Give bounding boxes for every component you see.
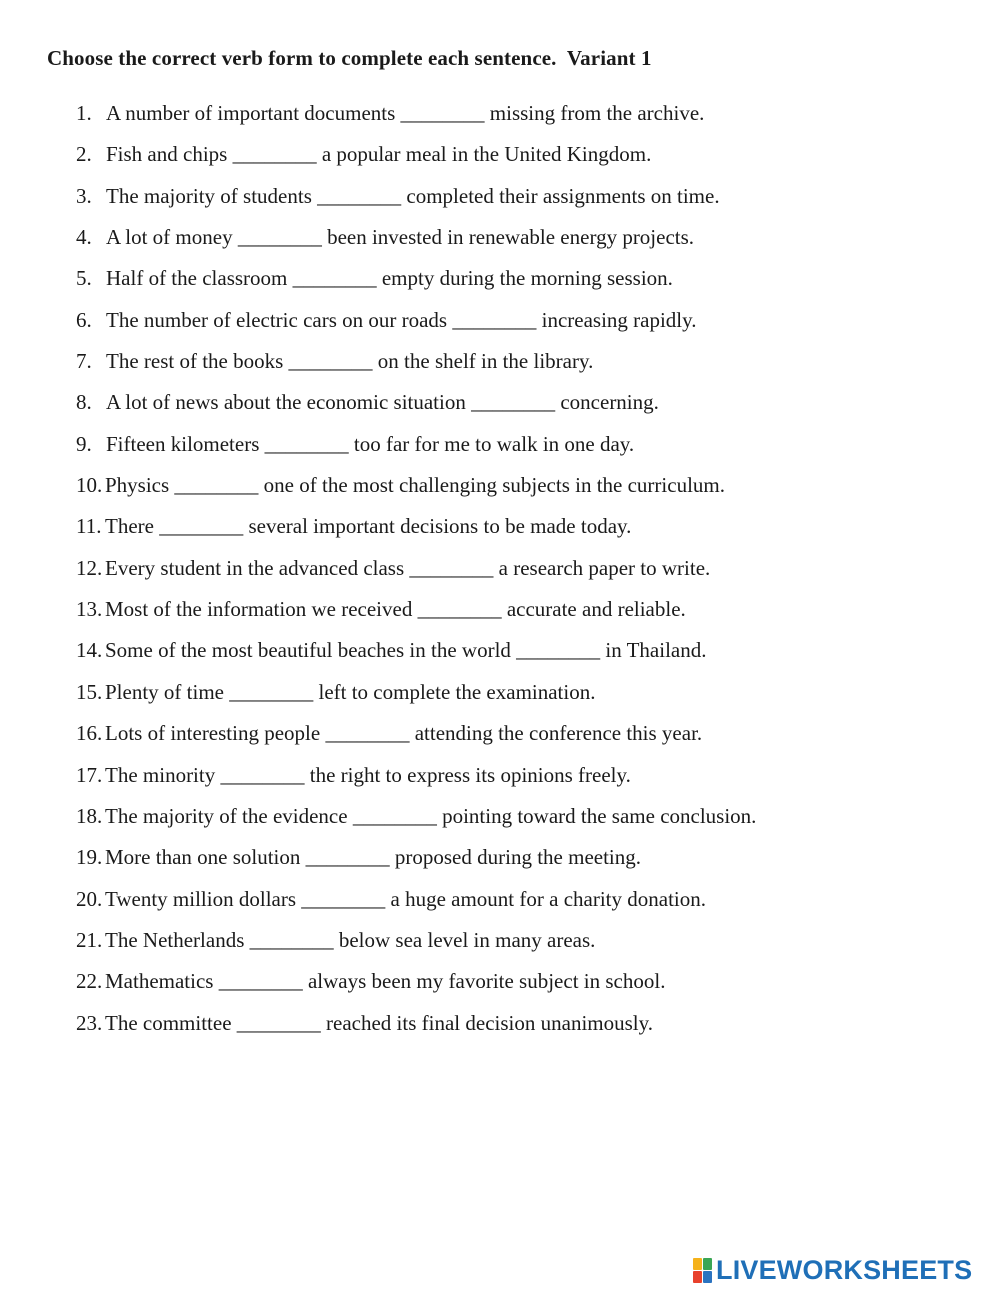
logo-square-icon (693, 1258, 702, 1270)
question-text: The rest of the books ________ on the shelf in the library. (106, 349, 594, 374)
logo-square-icon (703, 1258, 712, 1270)
question-number: 19. (76, 845, 103, 870)
question-item (0, 511, 1000, 552)
question-number: 13. (76, 597, 103, 622)
question-item (0, 594, 1000, 635)
question-item (0, 139, 1000, 180)
question-number: 5. (76, 266, 92, 291)
question-item (0, 98, 1000, 139)
question-number: 21. (76, 927, 103, 952)
question-item (0, 760, 1000, 801)
question-item (0, 884, 1000, 925)
question-number: 22. (76, 969, 103, 994)
liveworksheets-logo (693, 1256, 972, 1284)
question-text: Physics ________ one of the most challenging subjects in the curriculum. (105, 473, 725, 498)
question-number: 9. (76, 431, 92, 456)
question-text: Fifteen kilometers ________ too far for me to walk in one day. (106, 431, 635, 456)
question-item (0, 842, 1000, 883)
question-text: Lots of interesting people ________ attending the conference this year. (105, 721, 703, 746)
question-number: 12. (76, 555, 103, 580)
question-text: The committee ________ reached its final decision unanimously. (105, 1010, 653, 1035)
question-text: Plenty of time ________ left to complete the examination. (105, 679, 596, 704)
question-item (0, 966, 1000, 1007)
question-text: There ________ several important decisions to be made today. (105, 514, 632, 539)
question-text: The minority ________ the right to express its opinions freely. (105, 762, 631, 787)
question-item (0, 925, 1000, 966)
question-number: 23. (76, 1010, 103, 1035)
question-item (0, 677, 1000, 718)
question-number: 4. (76, 225, 92, 250)
question-text: More than one solution ________ proposed during the meeting. (105, 845, 642, 870)
question-text: Twenty million dollars ________ a huge amount for a charity donation. (105, 886, 706, 911)
question-item (0, 429, 1000, 470)
question-number: 1. (76, 101, 92, 125)
question-item (0, 346, 1000, 387)
question-number: 2. (76, 142, 92, 167)
question-text: A lot of money ________ been invested in renewable energy projects. (106, 225, 695, 250)
question-number: 16. (76, 721, 103, 746)
question-text: The majority of students ________ completed their assignments on time. (106, 183, 720, 208)
question-number: 7. (76, 349, 92, 374)
question-item (0, 470, 1000, 511)
question-number: 8. (76, 390, 92, 415)
question-text: Half of the classroom ________ empty during the morning session. (106, 266, 673, 291)
logo-square-icon (703, 1271, 712, 1283)
question-item (0, 635, 1000, 676)
question-text: Every student in the advanced class ________ a research paper to write. (105, 555, 711, 580)
liveworksheets-logo-icon (693, 1258, 712, 1283)
logo-square-icon (693, 1271, 702, 1283)
question-text: A lot of news about the economic situation ________ concerning. (106, 390, 659, 415)
question-item (0, 387, 1000, 428)
question-item (0, 263, 1000, 304)
question-text: Mathematics ________ always been my favorite subject in school. (105, 969, 666, 994)
question-item (0, 305, 1000, 346)
question-item (0, 801, 1000, 842)
question-text: Most of the information we received ________ accurate and reliable. (105, 597, 686, 622)
question-number: 18. (76, 803, 103, 828)
question-number: 11. (76, 514, 102, 539)
question-text: The Netherlands ________ below sea level in many areas. (105, 927, 596, 952)
question-text: Some of the most beautiful beaches in the world ________ in Thailand. (105, 638, 707, 663)
question-text: The number of electric cars on our roads ________ increasing rapidly. (106, 307, 697, 332)
question-number: 3. (76, 183, 92, 208)
question-item (0, 718, 1000, 759)
question-number: 6. (76, 307, 92, 332)
question-list (0, 98, 1000, 1049)
question-text: The majority of the evidence ________ pointing toward the same conclusion. (105, 803, 757, 828)
question-item (0, 1008, 1000, 1049)
question-item (0, 222, 1000, 263)
question-text: Fish and chips ________ a popular meal in the United Kingdom. (106, 142, 652, 167)
question-item (0, 553, 1000, 594)
question-number: 14. (76, 638, 103, 663)
question-number: 20. (76, 886, 103, 911)
question-item (0, 181, 1000, 222)
worksheet-title: Choose the correct verb form to complete each sentence. Variant 1 (47, 46, 652, 70)
question-number: 17. (76, 762, 103, 787)
question-number: 10. (76, 473, 103, 498)
logo-text: LIVEWORKSHEETS (716, 1255, 973, 1285)
question-text: A number of important documents ________ missing from the archive. (106, 101, 705, 125)
question-number: 15. (76, 679, 103, 704)
